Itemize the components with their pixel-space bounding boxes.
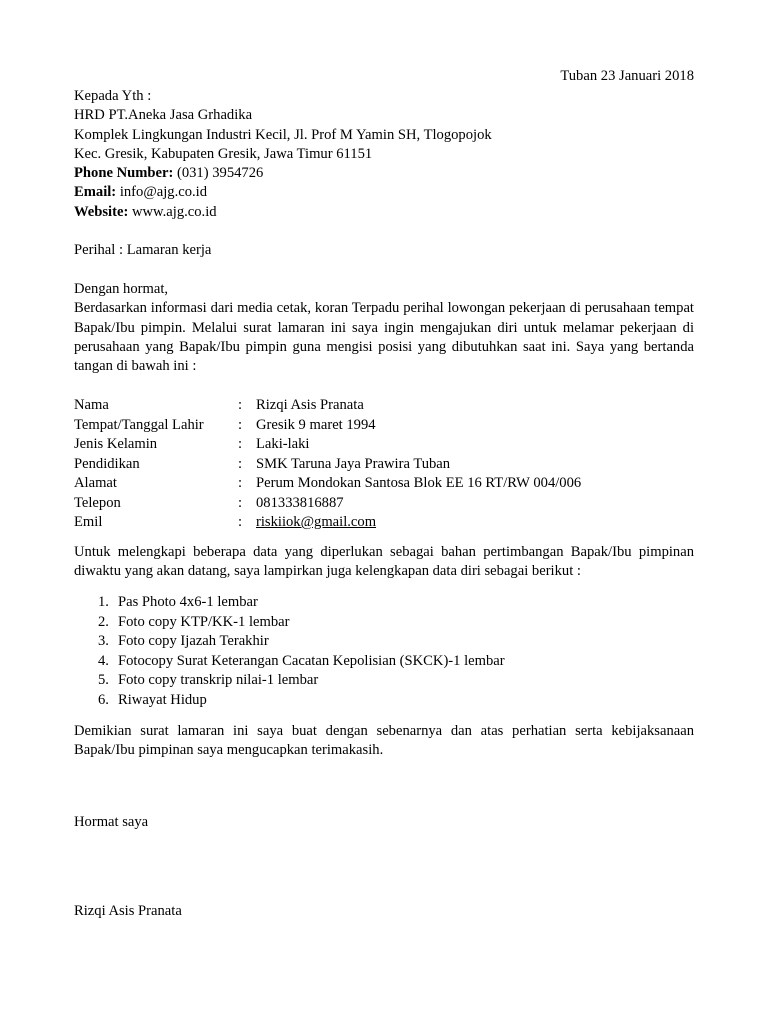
letter-date: Tuban 23 Januari 2018 [560, 68, 694, 84]
row-value: Rizqi Asis Pranata [256, 397, 364, 413]
list-number: 6. [98, 691, 109, 708]
row-separator: : [238, 494, 243, 511]
personal-row-birth [74, 416, 694, 436]
row-separator: : [238, 397, 243, 413]
row-value: SMK Taruna Jaya Prawira Tuban [256, 455, 451, 472]
email-link[interactable]: riskiiok@gmail.com [256, 514, 377, 530]
website-label: Website: [74, 203, 129, 220]
intro-paragraph: Berdasarkan informasi dari media cetak, koran Terpadu perihal lowongan pekerjaan di perusahaan tempat Bapak/Ibu pimpin. Melalui surat lamaran ini saya ingin mengajukan diri untuk melamar pekerjaan di perusahaan yang Bapak/Ibu pimpin guna mengisi posisi yang dibutuhkan saat ini. Saya yang bertanda tangan di bawah ini : [74, 300, 694, 375]
list-number: 2. [98, 613, 109, 630]
list-item [74, 613, 694, 633]
recipient-company: HRD PT.Aneka Jasa Grhadika [74, 107, 253, 124]
recipient-website [74, 203, 694, 222]
website-value: www.ajg.co.id [128, 203, 217, 220]
row-label: Nama [74, 397, 109, 413]
regards: Hormat saya [74, 814, 149, 830]
row-separator: : [238, 416, 243, 433]
recipient-salutation: Kepada Yth : [74, 88, 152, 104]
list-text: Foto copy Ijazah Terakhir [118, 633, 269, 649]
list-text: Riwayat Hidup [118, 691, 207, 708]
row-separator: : [238, 455, 243, 472]
list-number: 1. [98, 594, 109, 610]
recipient-email [74, 183, 694, 202]
row-value: Laki-laki [256, 436, 310, 452]
row-value: Gresik 9 maret 1994 [256, 416, 376, 433]
list-item [74, 593, 694, 613]
row-separator: : [238, 475, 243, 491]
row-separator: : [238, 436, 243, 452]
recipient-phone [74, 164, 694, 183]
row-value: Perum Mondokan Santosa Blok EE 16 RT/RW 004/006 [256, 475, 582, 491]
closing-paragraph: Demikian surat lamaran ini saya buat dengan sebenarnya dan atas perhatian serta kebijaksanaan Bapak/Ibu pimpinan saya mengucapkan terimakasih. [74, 723, 694, 759]
row-label: Emil [74, 514, 103, 530]
body-intro [74, 280, 694, 376]
personal-row-address [74, 474, 694, 494]
row-label: Alamat [74, 475, 117, 491]
list-text: Foto copy transkrip nilai-1 lembar [118, 672, 319, 688]
list-item [74, 632, 694, 652]
personal-row-email [74, 513, 694, 533]
email-value: info@ajg.co.id [116, 184, 208, 201]
email-label: Email: [74, 184, 117, 201]
list-number: 4. [98, 652, 109, 669]
row-separator: : [238, 514, 243, 530]
greeting: Dengan hormat, [74, 281, 169, 297]
recipient-address-line2: Kec. Gresik, Kabupaten Gresik, Jawa Timur 61151 [74, 145, 373, 162]
attachments-intro: Untuk melengkapi beberapa data yang diperlukan sebagai bahan pertimbangan Bapak/Ibu pimpinan diwaktu yang akan datang, saya lampirkan juga kelengkapan data diri sebagai berikut : [74, 544, 694, 580]
subject-line: Perihal : Lamaran kerja [74, 242, 212, 258]
list-item [74, 671, 694, 691]
phone-value: (031) 3954726 [173, 165, 264, 182]
personal-row-gender [74, 435, 694, 455]
list-text: Foto copy KTP/KK-1 lembar [118, 613, 290, 630]
attachments-list [74, 593, 694, 710]
row-label: Jenis Kelamin [74, 436, 158, 452]
row-label: Pendidikan [74, 455, 140, 472]
recipient-block [74, 87, 694, 222]
list-text: Pas Photo 4x6-1 lembar [118, 594, 258, 610]
list-item [74, 652, 694, 672]
phone-label: Phone Number: [74, 165, 174, 182]
personal-row-phone [74, 494, 694, 514]
list-item [74, 691, 694, 711]
list-text: Fotocopy Surat Keterangan Cacatan Kepolisian (SKCK)-1 lembar [118, 652, 505, 669]
personal-row-education [74, 455, 694, 475]
list-number: 3. [98, 633, 109, 649]
signature-name: Rizqi Asis Pranata [74, 903, 182, 919]
personal-data-table [74, 396, 694, 533]
recipient-address-line1: Komplek Lingkungan Industri Kecil, Jl. Prof M Yamin SH, Tlogopojok [74, 126, 492, 143]
list-number: 5. [98, 672, 109, 688]
row-value: 081333816887 [256, 494, 344, 511]
row-label: Tempat/Tanggal Lahir [74, 416, 204, 433]
row-label: Telepon [74, 494, 121, 511]
personal-row-name [74, 396, 694, 416]
